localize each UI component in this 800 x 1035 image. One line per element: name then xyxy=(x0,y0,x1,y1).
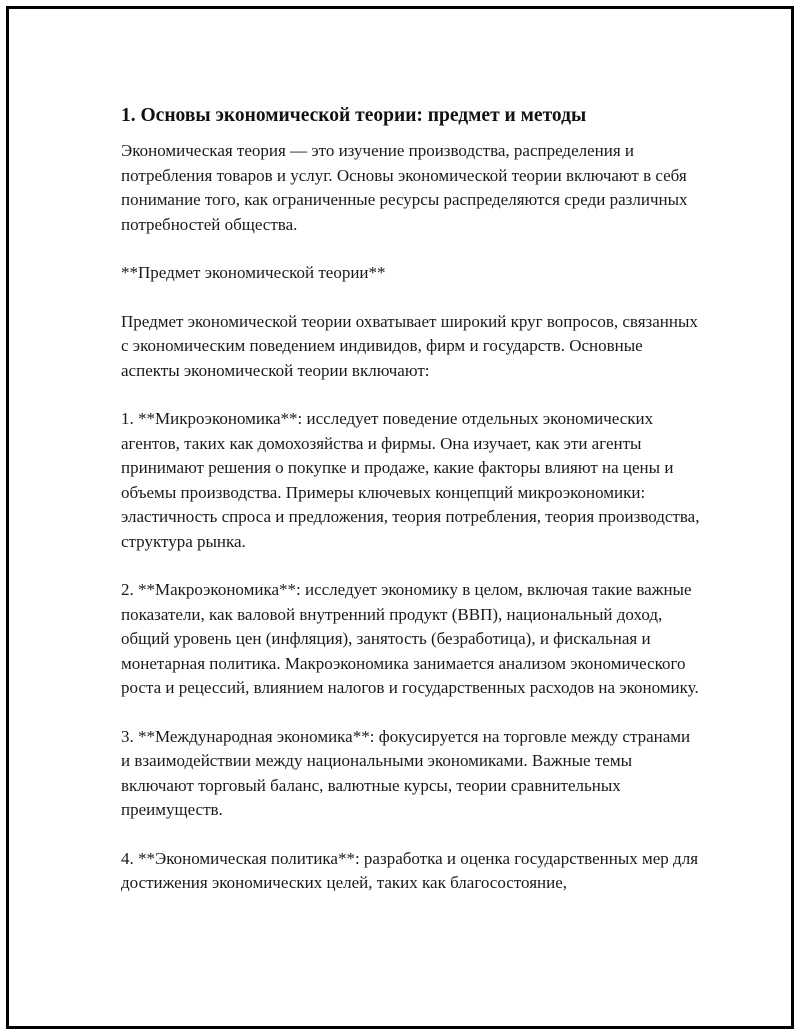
international-economics-item: 3. **Международная экономика**: фокусируется на торговле между странами и взаимодействии между национальными экономиками. Важные темы включают торговый баланс, валютные курсы, теории сравнительных преимуществ. xyxy=(121,726,691,819)
macroeconomics-item: 2. **Макроэкономика**: исследует экономику в целом, включая такие важные показатели, как валовой внутренний продукт (ВВП), национальный доход, общий уровень цен (инфляция), занятость (безработица), и фискальная и монетарная политика. Макроэкономика занимается анализом экономического роста и рецессий, влиянием налогов и государственных расходов на экономику. xyxy=(121,580,699,697)
document-body xyxy=(121,103,701,896)
subject-heading: **Предмет экономической теории** xyxy=(121,263,386,282)
page-frame xyxy=(6,6,794,1029)
microeconomics-item: 1. **Микроэкономика**: исследует поведение отдельных экономических агентов, таких как домохозяйства и фирмы. Она изучает, как эти агенты принимают решения о покупке и продаже, какие факторы влияют на цены и объемы производства. Примеры ключевых концепций микроэкономики: эластичность спроса и предложения, теория потребления, теория производства, структура рынка. xyxy=(121,409,700,551)
subject-paragraph: Предмет экономической теории охватывает широкий круг вопросов, связанных с экономическим поведением индивидов, фирм и государств. Основные аспекты экономической теории включают: xyxy=(121,311,698,380)
document-title: 1. Основы экономической теории: предмет и методы xyxy=(121,105,587,126)
intro-paragraph: Экономическая теория — это изучение производства, распределения и потребления товаров и услуг. Основы экономической теории включают в себя понимание того, как ограниченные ресурсы распределяются среди различных потребностей общества. xyxy=(121,141,688,234)
economic-policy-item: 4. **Экономическая политика**: разработка и оценка государственных мер для достижения экономических целей, таких как благосостояние, xyxy=(121,848,699,892)
